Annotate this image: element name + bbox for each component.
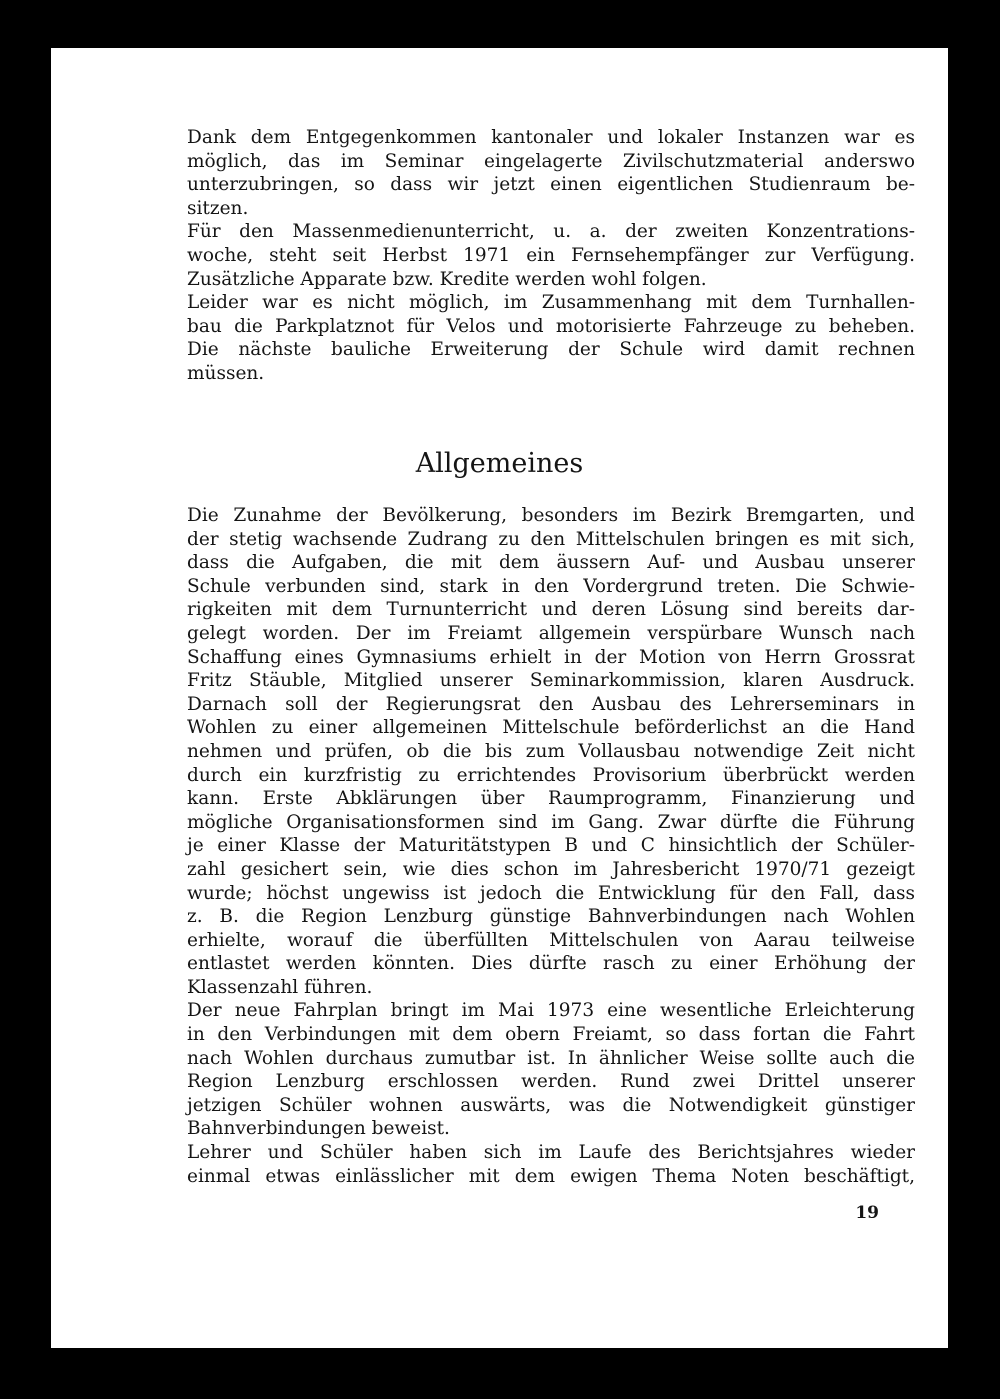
text-line: Darnach soll der Regierungsrat den Ausbau des Lehrerseminars in bbox=[187, 693, 915, 715]
text-line: jetzigen Schüler wohnen auswärts, was die Notwendigkeit günstiger bbox=[187, 1094, 915, 1116]
text-line: z. B. die Region Lenzburg günstige Bahnverbindungen nach Wohlen bbox=[187, 906, 915, 928]
text-line: erhielte, worauf die überfüllten Mittelschulen von Aarau teilweise bbox=[187, 929, 915, 951]
text-line: Für den Massenmedienunterricht, u. a. der zweiten Konzentrations- bbox=[187, 221, 915, 243]
text-line: einmal etwas einlässlicher mit dem ewigen Thema Noten beschäftigt, bbox=[187, 1165, 915, 1187]
text-line: möglich, das im Seminar eingelagerte Zivilschutzmaterial anderswo bbox=[187, 150, 915, 172]
text-line: Die nächste bauliche Erweiterung der Schule wird damit rechnen bbox=[187, 339, 915, 361]
text-line: zahl gesichert sein, wie dies schon im Jahresbericht 1970/71 gezeigt bbox=[187, 858, 915, 880]
text-line: nehmen und prüfen, ob die bis zum Vollausbau notwendige Zeit nicht bbox=[187, 740, 915, 762]
text-line: Klassenzahl führen. bbox=[187, 976, 373, 998]
text-line: Leider war es nicht möglich, im Zusammenhang mit dem Turnhallen- bbox=[187, 292, 915, 314]
body-paragraphs bbox=[187, 504, 915, 1188]
text-line: müssen. bbox=[187, 362, 265, 384]
text-line: mögliche Organisationsformen sind im Gang. Zwar dürfte die Führung bbox=[187, 811, 915, 833]
page-number: 19 bbox=[855, 1203, 879, 1223]
text-line: Dank dem Entgegenkommen kantonaler und lokaler Instanzen war es bbox=[187, 127, 915, 148]
section-heading: Allgemeines bbox=[415, 448, 584, 479]
text-line: Lehrer und Schüler haben sich im Laufe des Berichtsjahres wieder bbox=[187, 1142, 915, 1164]
document-page bbox=[51, 48, 948, 1348]
text-line: Schaffung eines Gymnasiums erhielt in der Motion von Herrn Grossrat bbox=[187, 646, 915, 668]
text-line: durch ein kurzfristig zu errichtendes Provisorium überbrückt werden bbox=[187, 764, 915, 786]
text-line: nach Wohlen durchaus zumutbar ist. In ähnlicher Weise sollte auch die bbox=[187, 1047, 915, 1069]
text-line: entlastet werden könnten. Dies dürfte rasch zu einer Erhöhung der bbox=[187, 953, 915, 975]
text-line: dass die Aufgaben, die mit dem äussern Auf- und Ausbau unserer bbox=[187, 552, 915, 574]
text-line: Region Lenzburg erschlossen werden. Rund zwei Drittel unserer bbox=[187, 1071, 915, 1093]
text-line: wurde; höchst ungewiss ist jedoch die Entwicklung für den Fall, dass bbox=[187, 882, 915, 904]
text-line: Wohlen zu einer allgemeinen Mittelschule beförderlichst an die Hand bbox=[187, 717, 915, 739]
text-line: woche, steht seit Herbst 1971 ein Fernsehempfänger zur Verfügung. bbox=[187, 244, 915, 266]
text-line: unterzubringen, so dass wir jetzt einen eigentlichen Studienraum be- bbox=[187, 174, 915, 196]
text-line: sitzen. bbox=[187, 197, 249, 219]
text-line: kann. Erste Abklärungen über Raumprogramm, Finanzierung und bbox=[187, 788, 915, 810]
text-line: Der neue Fahrplan bringt im Mai 1973 eine wesentliche Erleichterung bbox=[187, 1000, 915, 1022]
text-line: je einer Klasse der Maturitätstypen B und C hinsichtlich der Schüler- bbox=[187, 835, 915, 857]
text-line: Fritz Stäuble, Mitglied unserer Seminarkommission, klaren Ausdruck. bbox=[187, 670, 915, 692]
text-line: Die Zunahme der Bevölkerung, besonders im Bezirk Bremgarten, und bbox=[187, 505, 915, 526]
text-line: rigkeiten mit dem Turnunterricht und deren Lösung sind bereits dar- bbox=[187, 599, 915, 621]
intro-paragraphs bbox=[187, 126, 915, 386]
text-line: in den Verbindungen mit dem obern Freiamt, so dass fortan die Fahrt bbox=[187, 1024, 915, 1046]
text-line: gelegt worden. Der im Freiamt allgemein verspürbare Wunsch nach bbox=[187, 622, 915, 644]
text-line: Zusätzliche Apparate bzw. Kredite werden wohl folgen. bbox=[187, 268, 707, 290]
text-line: Bahnverbindungen beweist. bbox=[187, 1118, 450, 1140]
text-line: der stetig wachsende Zudrang zu den Mittelschulen bringen es mit sich, bbox=[187, 528, 915, 550]
text-line: Schule verbunden sind, stark in den Vordergrund treten. Die Schwie- bbox=[187, 575, 915, 597]
text-line: bau die Parkplatznot für Velos und motorisierte Fahrzeuge zu beheben. bbox=[187, 315, 915, 337]
